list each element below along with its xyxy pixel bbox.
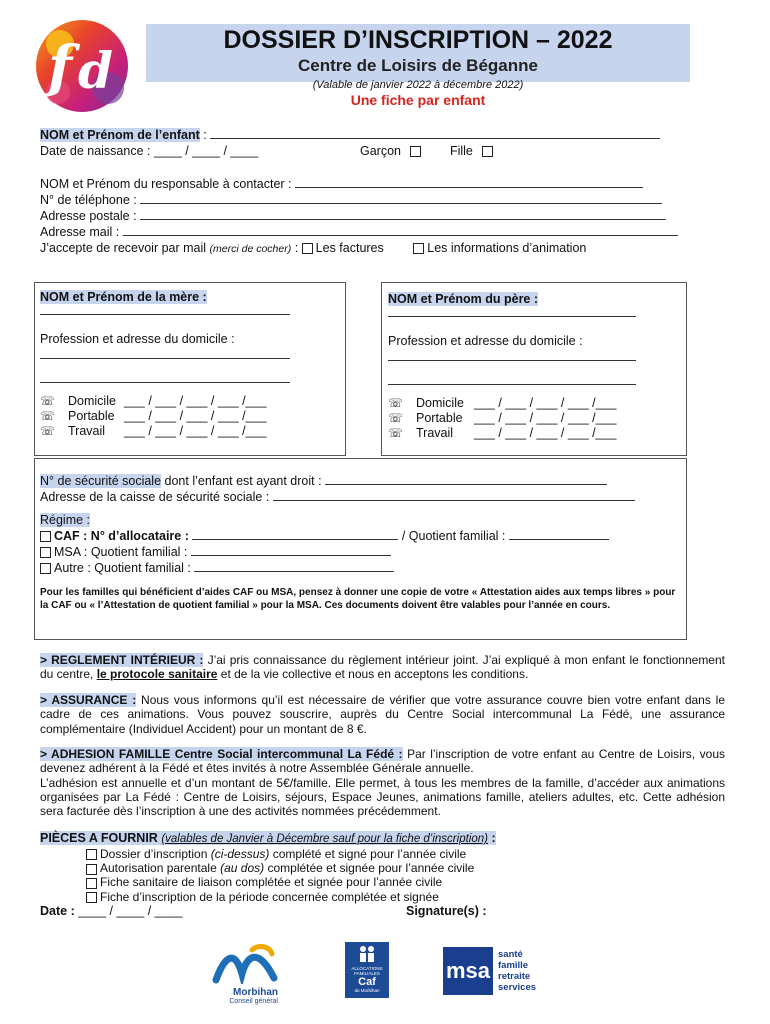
mother-work-field[interactable]: ___ / ___ / ___ / ___ /___ xyxy=(124,424,267,438)
ss-row xyxy=(40,474,607,488)
rules-text-1: J’ai pris connaissance du règlement intérieur joint. J’ai expliqué à mon enfant le fonctionnement du centre, xyxy=(40,653,725,682)
email-label: Adresse mail : xyxy=(40,225,120,239)
address-label: Adresse postale : xyxy=(40,209,137,223)
signature-label: Signature(s) : xyxy=(406,904,487,918)
ss-label-highlight: N° de sécurité sociale xyxy=(40,474,162,488)
caf-qf-label: / Quotient familial : xyxy=(401,529,506,543)
caf-line-1: ALLOCATIONS xyxy=(351,966,383,971)
phone-icon: ☏ xyxy=(388,426,404,440)
documents-head xyxy=(40,831,496,845)
father-profession-label: Profession et adresse du domicile : xyxy=(388,334,583,348)
phone-icon: ☏ xyxy=(40,409,56,423)
date-label: Date : xyxy=(40,904,75,918)
fd-logo-icon xyxy=(30,14,134,118)
child-name-field[interactable] xyxy=(210,128,660,139)
mother-mobile-field[interactable]: ___ / ___ / ___ / ___ /___ xyxy=(124,409,267,423)
document-item xyxy=(86,861,474,875)
msa-line-2: famille xyxy=(498,960,529,971)
phone-field[interactable] xyxy=(140,193,662,204)
invoices-checkbox[interactable] xyxy=(302,243,313,254)
phone-row xyxy=(40,193,662,207)
caf-logo xyxy=(345,942,389,998)
caf-qf-field[interactable] xyxy=(509,529,609,540)
caf-field[interactable] xyxy=(192,529,398,540)
fund-field[interactable] xyxy=(273,490,635,501)
insurance-text: Nous vous informons qu’il est nécessaire de vérifier que votre assurance couvre bien votre enfant dans le cadre de ces animations. Vous pouvez souscrire, auprès du Centre Social intercommunal La Fédé, une assurance complémentaire (Individuel Accident) pour un montant de 8 €. xyxy=(40,693,726,736)
activities-checkbox[interactable] xyxy=(413,243,424,254)
responsible-field[interactable] xyxy=(295,177,643,188)
father-home-field[interactable]: ___ / ___ / ___ / ___ /___ xyxy=(474,396,617,410)
caf-row xyxy=(40,529,609,543)
address-field[interactable] xyxy=(140,209,666,220)
father-name-field[interactable] xyxy=(388,306,636,317)
documents-head-note: (valables de Janvier à Décembre sauf pour la fiche d’inscription) xyxy=(161,833,488,845)
validity-note: (Valable de janvier 2022 à décembre 2022) xyxy=(312,79,524,91)
msa-line-1: santé xyxy=(498,949,523,960)
page-subtitle: Centre de Loisirs de Béganne xyxy=(298,56,538,75)
invoices-label: Les factures xyxy=(315,241,384,255)
girl-label: Fille xyxy=(449,144,473,158)
document-item xyxy=(86,875,474,889)
phone-icon: ☏ xyxy=(388,411,404,425)
document-item-text: Fiche sanitaire de liaison complétée et signée pour l’année civile xyxy=(100,875,443,890)
child-birth-label[interactable]: Date de naissance : ____ / ____ / ____ xyxy=(40,144,259,158)
ss-label-rest: dont l’enfant est ayant droit : xyxy=(164,474,322,488)
father-mobile-label: Portable xyxy=(416,411,463,425)
phone-icon: ☏ xyxy=(40,424,56,438)
accept-note: (merci de cocher) xyxy=(209,243,292,255)
ss-field[interactable] xyxy=(325,474,607,485)
insurance-paragraph xyxy=(40,693,725,736)
email-field[interactable] xyxy=(123,225,678,236)
document-item-text: Fiche d’inscription de la période concernée complétée et signée xyxy=(100,889,439,904)
caf-label: CAF : N° d’allocataire : xyxy=(54,529,189,543)
caf-family-icon xyxy=(357,945,377,963)
membership-text-2: L’adhésion est annuelle et d’un montant de 5€/famille. Elle permet, à tous les membres de la famille, d’accéder aux animations organisées par La Fédé : Centre de Loisirs, séjours, Espace Jeunes, animations famille, ateliers adultes, etc. Cette adhésion sera facturée dès l’inscription à une des activités nommées précédemment. xyxy=(40,775,725,819)
caf-name: Caf xyxy=(358,976,376,988)
mother-phones xyxy=(40,394,266,439)
morbihan-name: Morbihan xyxy=(233,987,278,998)
father-phones xyxy=(388,396,616,441)
document-checkbox[interactable] xyxy=(86,878,97,889)
gender-row xyxy=(360,144,496,158)
mother-mobile-label: Portable xyxy=(68,409,115,423)
caf-checkbox[interactable] xyxy=(40,531,51,542)
child-name-label: NOM et Prénom de l’enfant xyxy=(40,128,200,142)
caf-line-2: FAMILIALES xyxy=(354,971,380,976)
insurance-head: > ASSURANCE : xyxy=(40,693,137,707)
msa-checkbox[interactable] xyxy=(40,547,51,558)
document-checkbox[interactable] xyxy=(86,864,97,875)
msa-label: MSA : Quotient familial : xyxy=(54,545,188,559)
msa-row xyxy=(40,545,391,559)
other-field[interactable] xyxy=(194,561,394,572)
document-item-italic: (ci-dessus) xyxy=(210,847,270,861)
other-row xyxy=(40,561,394,575)
msa-line-3: retraite xyxy=(498,971,531,982)
rules-head: > REGLEMENT INTÉRIEUR : xyxy=(40,653,204,667)
rules-paragraph xyxy=(40,653,725,682)
father-address-field-1[interactable] xyxy=(388,350,636,361)
membership-text-1: Par l’inscription de votre enfant au Centre de Loisirs, vous devenez adhérent à la Fédé et êtes invités à notre Assemblée Générale annuelle. xyxy=(40,747,725,776)
father-work-label: Travail xyxy=(416,426,454,440)
mother-address-field-1[interactable] xyxy=(40,348,290,359)
mother-name-field[interactable] xyxy=(40,304,290,315)
fund-row xyxy=(40,490,635,504)
mother-work-label: Travail xyxy=(68,424,106,438)
accept-row: J’accepte de recevoir par mail (merci de cocher) : Les factures Les informations d’animation xyxy=(40,241,587,255)
document-item-text: Autorisation parentale xyxy=(100,861,217,876)
document-checkbox[interactable] xyxy=(86,849,97,860)
regime-label xyxy=(40,513,90,527)
mother-name-label xyxy=(40,290,207,304)
msa-tagline xyxy=(498,949,536,993)
sanitary-protocol-link[interactable]: le protocole sanitaire xyxy=(96,667,218,682)
document-item-text: Dossier d’inscription xyxy=(100,847,208,861)
address-row xyxy=(40,209,666,223)
accept-label: J’accepte de recevoir par mail xyxy=(40,241,207,255)
email-row xyxy=(40,225,678,239)
phone-icon: ☏ xyxy=(388,396,404,410)
caf-msa-note: Pour les familles qui bénéficient d’aides CAF ou MSA, pensez à donner une copie de votre « Attestation aides aux temps libres » pour la CAF ou « l’Attestation de quotient familial » pour la MSA. Ces documents doivent être valables pour l’année en cours. xyxy=(40,587,676,611)
father-name-label-text: NOM et Prénom du père : xyxy=(388,292,539,306)
father-work-field[interactable]: ___ / ___ / ___ / ___ /___ xyxy=(474,426,617,440)
morbihan-logo xyxy=(212,944,278,1008)
svg-text:f: f xyxy=(48,34,73,100)
msa-logo: msa xyxy=(443,947,493,995)
page-title: DOSSIER D’INSCRIPTION – 2022 xyxy=(223,26,613,54)
date-field[interactable]: ____ / ____ / ____ xyxy=(78,904,183,918)
activities-label: Les informations d’animation xyxy=(427,241,587,255)
document-item xyxy=(86,890,474,904)
girl-checkbox[interactable] xyxy=(482,146,493,157)
documents-head-text: PIÈCES A FOURNIR xyxy=(40,831,158,845)
msa-line-4: services xyxy=(498,982,537,993)
msa-field[interactable] xyxy=(191,545,391,556)
boy-checkbox[interactable] xyxy=(410,146,421,157)
boy-label: Garçon xyxy=(360,144,401,158)
other-checkbox[interactable] xyxy=(40,563,51,574)
membership-head: > ADHESION FAMILLE Centre Social intercommunal La Fédé : xyxy=(40,747,403,761)
father-mobile-field[interactable]: ___ / ___ / ___ / ___ /___ xyxy=(474,411,617,425)
rules-text-2: et de la vie collective et nous en acceptons les conditions. xyxy=(220,667,529,682)
mother-profession-label: Profession et adresse du domicile : xyxy=(40,332,235,346)
fund-label: Adresse de la caisse de sécurité sociale : xyxy=(40,490,270,504)
morbihan-sub: Conseil général xyxy=(229,998,278,1005)
document-item xyxy=(86,847,474,861)
documents-head-row xyxy=(40,831,496,845)
membership-paragraph xyxy=(40,747,725,818)
mother-name-label-text: NOM et Prénom de la mère : xyxy=(40,290,207,304)
father-address-field-2[interactable] xyxy=(388,374,636,385)
document-item-post: complété et signé pour l’année civile xyxy=(272,847,467,861)
mother-address-field-2[interactable] xyxy=(40,372,290,383)
document-item-post: complétée et signée pour l’année civile xyxy=(267,861,475,876)
other-label: Autre : Quotient familial : xyxy=(54,561,191,575)
date-row xyxy=(40,904,182,918)
document-item-italic: (au dos) xyxy=(220,861,265,876)
mother-home-label: Domicile xyxy=(68,394,116,408)
phone-label: N° de téléphone : xyxy=(40,193,137,207)
document-checkbox[interactable] xyxy=(86,892,97,903)
svg-text:d: d xyxy=(78,41,113,100)
mother-home-field[interactable]: ___ / ___ / ___ / ___ /___ xyxy=(124,394,267,408)
morbihan-logo-icon xyxy=(212,944,278,984)
responsible-label: NOM et Prénom du responsable à contacter : xyxy=(40,177,292,191)
caf-sub: du Morbihan xyxy=(354,988,380,993)
father-name-label xyxy=(388,292,538,306)
phone-icon: ☏ xyxy=(40,394,56,408)
father-home-label: Domicile xyxy=(416,396,464,410)
documents-list xyxy=(86,847,474,904)
responsible-row xyxy=(40,177,643,191)
one-per-child-note: Une fiche par enfant xyxy=(350,92,486,108)
child-name-row: NOM et Prénom de l’enfant : xyxy=(40,128,660,142)
regime-label-text: Régime : xyxy=(40,513,91,527)
documents-head-colon: : xyxy=(491,831,496,845)
